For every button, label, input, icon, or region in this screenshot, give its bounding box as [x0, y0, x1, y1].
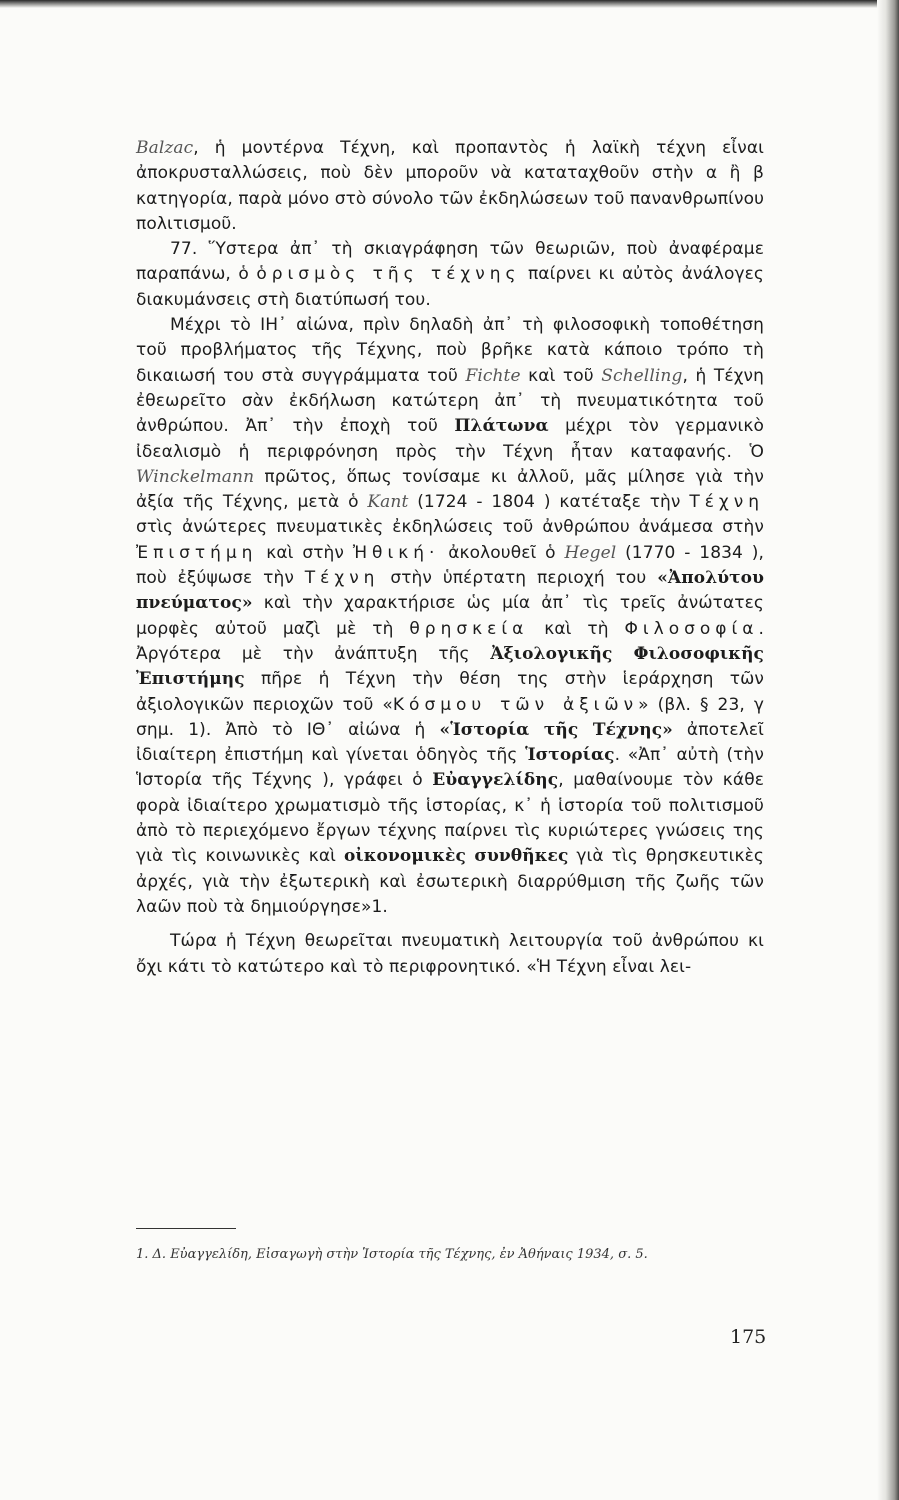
text-run: (1770 - 1834 ), ποὺ ἐξύψωσε τὴν: [136, 542, 765, 589]
text-run: γιὰ τὶς θρησκευτικὲς ἀρχές, γιὰ τὴν ἐξωτερικὴ καὶ ἐσωτερικὴ διαρρύθμιση τῆς ζωῆς τῶν λαῶν ποὺ τὰ δημιούργησε»1.: [136, 846, 764, 917]
page-top-edge: [0, 0, 899, 8]
text-run: » (βλ. § 23, γ σημ. 1). Ἀπὸ τὸ ΙΘ᾽ αἰώνα ἡ: [136, 694, 764, 740]
text-run: Fichte: [465, 365, 521, 386]
paragraph: [136, 237, 764, 313]
text-run: Εὐαγγελίδης: [432, 770, 559, 791]
text-run: , μαθαίνουμε τὸν κάθε φορὰ ἰδιαίτερο χρωματισμὸ τῆς ἱστορίας, κ᾽ ἡ ἱστορία τοῦ πολιτισμοῦ ἀπὸ τὸ περιεχόμενο ἔργων τέχνης παίρνει τὶς κυριώτερες γνώσεις της γιὰ τὶς κοινωνικὲς καὶ: [136, 770, 764, 867]
text-run: θρησκεία: [409, 618, 529, 639]
text-run: Ἐπιστήμη: [136, 542, 258, 563]
text-run: Τώρα ἡ Τέχνη θεωρεῖται πνευματικὴ λειτουργία τοῦ ἀνθρώπου κι ὄχι κάτι τὸ κατώτερο καὶ τὸ περιφρονητικό. «Ἡ Τέχνη εἶναι λει-: [136, 931, 764, 977]
body-text: [136, 136, 764, 980]
text-run: παίρνει κι αὐτὸς ἀνάλογες διακυμάνσεις στὴ διατύπωσή του.: [136, 264, 764, 310]
text-run: «Ἀπολύτου πνεύματος»: [136, 568, 764, 614]
text-run: καὶ τὴ: [528, 618, 625, 639]
text-run: καὶ τοῦ: [520, 365, 602, 386]
text-run: . «Ἀπ᾽ αὐτὴ (τὴν Ἱστορία τῆς Τέχνης ), γράφει ὁ: [136, 745, 764, 791]
text-run: ἀποτελεῖ ἰδιαίτερη ἐπιστήμη καὶ γίνεται ὁδηγὸς τῆς: [136, 719, 764, 766]
text-run: μέχρι τὸν γερμανικὸ ἰδεαλισμὸ ἡ περιφρόνηση πρὸς τὴν Τέχνη ἦταν καταφανής. Ὁ: [136, 416, 764, 462]
text-run: (1724 - 1804 ) κατέταξε τὴν: [408, 492, 690, 513]
text-run: οἰκονομικὲς συνθῆκες: [343, 846, 569, 867]
text-run: , ἡ μοντέρνα Τέχνη, καὶ προπαντὸς ἡ λαϊκὴ τέχνη εἶναι ἀποκρυσταλλώσεις, ποὺ δὲν μποροῦν νὰ καταταχθοῦν στὴν α ἢ β κατηγορία, παρὰ μόνο στὸ σύνολο τῶν ἐκδηλώσεων τοῦ πανανθρωπίνου πολιτισμοῦ.: [136, 138, 765, 234]
text-run: Φιλοσοφία: [624, 618, 759, 639]
text-run: «Ἱστορία τῆς Τέχνης»: [439, 719, 673, 740]
text-run: Ἱστορίας: [525, 745, 615, 766]
text-run: καὶ τὴν χαρακτήρισε ὡς μία ἀπ᾽ τὶς τρεῖς ἀνώτατες μορφὲς αὐτοῦ μαζὶ μὲ τὴ: [136, 593, 764, 639]
text-run: , ἡ Τέχνη ἐθεωρεῖτο σὰν ἐκδήλωση κατώτερη ἀπ᾽ τὴ πνευματικότητα τοῦ ἀνθρώπου. Ἀπ᾽ τὴν ἐποχὴ τοῦ: [136, 365, 764, 437]
text-run: Ἀξιολογικῆς Φιλοσοφικῆς Ἐπιστήμης: [136, 643, 765, 690]
paragraph: [136, 136, 764, 237]
text-run: Κόσμου τῶν ἀξιῶν: [392, 694, 639, 715]
paragraph: [136, 929, 764, 980]
text-run: ἀκολουθεῖ ὁ: [439, 542, 565, 563]
text-run: Τέχνη: [304, 568, 380, 589]
text-run: πρῶτος, ὅπως τονίσαμε κι ἀλλοῦ, μᾶς μίλησε γιὰ τὴν ἀξία τῆς Τέχνης, μετὰ ὁ: [136, 466, 764, 513]
text-run: Τέχνη: [689, 492, 764, 513]
text-run: Schelling: [601, 365, 683, 386]
book-spine-shadow: [877, 0, 899, 1500]
text-run: Μέχρι τὸ ΙΗ᾽ αἰώνα, πρὶν δηλαδὴ ἀπ᾽ τὴ φιλοσοφικὴ τοποθέτηση τοῦ προβλήματος τῆς Τέχνης, ποὺ βρῆκε κατὰ κάποιο τρόπο τὴ δικαιωσή του στὰ συγγράμματα τοῦ: [136, 315, 764, 386]
text-run: στὶς ἀνώτερες πνευματικὲς ἐκδηλώσεις τοῦ ἀνθρώπου ἀνάμεσα στὴν: [136, 517, 764, 538]
text-run: . Ἀργότερα μὲ τὴν ἀνάπτυξη τῆς: [136, 618, 764, 664]
text-run: ὁρισμὸς τῆς τέχνης: [256, 264, 521, 285]
text-run: Hegel: [564, 542, 617, 563]
text-run: στὴν ὑπέρτατη περιοχή του: [379, 568, 658, 589]
text-run: Kant: [367, 492, 409, 513]
footnote-rule: [136, 1228, 236, 1229]
text-run: πῆρε ἡ Τέχνη τὴν θέση της στὴν ἱεράρχηση τῶν ἀξιολογικῶν περιοχῶν τοῦ «: [136, 669, 764, 715]
page-number: 175: [730, 1326, 767, 1348]
text-run: καὶ στὴν: [257, 542, 353, 563]
text-run: Balzac: [136, 138, 194, 158]
text-run: Winckelmann: [136, 466, 255, 487]
text-run: Ἠθική·: [352, 542, 440, 563]
text-run: Πλάτωνα: [454, 416, 549, 437]
paragraph: [136, 313, 764, 920]
text-run: 77. Ὕστερα ἀπ᾽ τὴ σκιαγράφηση τῶν θεωριῶν, ποὺ ἀναφέραμε παραπάνω, ὁ: [136, 239, 764, 285]
footnote: 1. Δ. Εὐαγγελίδη, Εἰσαγωγὴ στὴν Ἱστορία τῆς Τέχνης, ἐν Ἀθήναις 1934, σ. 5.: [136, 1247, 648, 1262]
